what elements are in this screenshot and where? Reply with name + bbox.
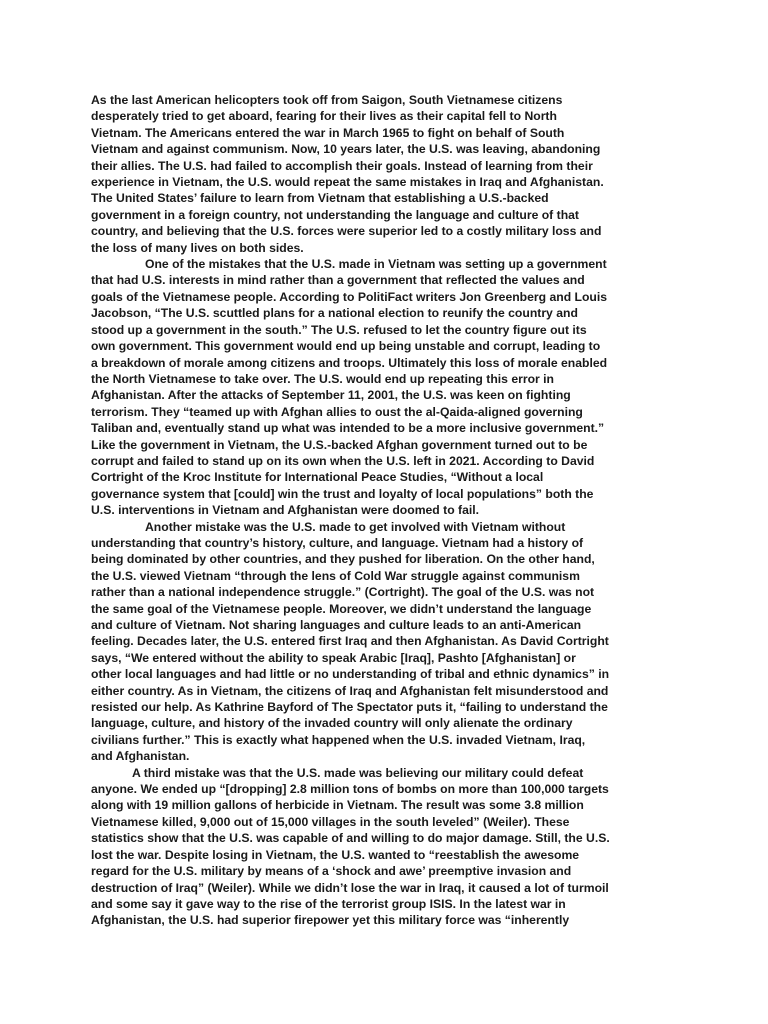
document-body <box>91 92 691 929</box>
paragraph-text: One of the mistakes that the U.S. made in Vietnam was setting up a government that had U.S. interests in mind rather than a government that reflected the values and goals of the Vietnamese people. According to PolitiFact writers Jon Greenberg and Louis Jacobson, “The U.S. scuttled plans for a national election to reunify the country and stood up a government in the south.” The U.S. refused to let the country figure out its own government. This government would end up being unstable and corrupt, leading to a breakdown of morale among citizens and troops. Ultimately this loss of morale enabled the North Vietnamese to take over. The U.S. would end up repeating this error in Afghanistan. After the attacks of September 11, 2001, the U.S. was keen on fighting terrorism. They “teamed up with Afghan allies to oust the al-Qaida-aligned governing Taliban and, eventually stand up what was intended to be a more inclusive government.” Like the government in Vietnam, the U.S.-backed Afghan government turned out to be corrupt and failed to stand up on its own when the U.S. left in 2021. According to David Cortright of the Kroc Institute for International Peace Studies, “Without a local governance system that [could] win the trust and loyalty of local populations” both the U.S. interventions in Vietnam and Afghanistan were doomed to fail. <box>91 257 608 518</box>
paragraph-government <box>91 256 691 519</box>
paragraph-text: A third mistake was that the U.S. made was believing our military could defeat anyone. We ended up “[dropping] 2.8 million tons of bombs on more than 100,000 targets along with 19 million gallons of herbicide in Vietnam. The result was some 3.8 million Vietnamese killed, 9,000 out of 15,000 villages in the south leveled” (Weiler). These statistics show that the U.S. was capable of and willing to do major damage. Still, the U.S. lost the war. Despite losing in Vietnam, the U.S. wanted to “reestablish the awesome regard for the U.S. military by means of a ‘shock and awe’ preemptive invasion and destruction of Iraq” (Weiler). While we didn’t lose the war in Iraq, it caused a lot of turmoil and some say it gave way to the rise of the terrorist group ISIS. In the latest war in Afghanistan, the U.S. had superior firepower yet this military force was “inherently <box>91 765 610 928</box>
paragraph-military <box>91 765 691 929</box>
paragraph-language-culture <box>91 519 691 765</box>
paragraph-text: Another mistake was the U.S. made to get involved with Vietnam without understanding that country’s history, culture, and language. Vietnam had a history of being dominated by other countries, and they pushed for liberation. On the other hand, the U.S. viewed Vietnam “through the lens of Cold War struggle against communism rather than a national independence struggle.” (Cortright). The goal of the U.S. was not the same goal of the Vietnamese people. Moreover, we didn’t understand the language and culture of Vietnam. Not sharing languages and culture leads to an anti-American feeling. Decades later, the U.S. entered first Iraq and then Afghanistan. As David Cortright says, “We entered without the ability to speak Arabic [Iraq], Pashto [Afghanistan] or other local languages and had little or no understanding of tribal and ethnic dynamics” in either country. As in Vietnam, the citizens of Iraq and Afghanistan felt misunderstood and resisted our help. As Kathrine Bayford of The Spectator puts it, “failing to understand the language, culture, and history of the invaded country will only alienate the ordinary civilians further.” This is exactly what happened when the U.S. invaded Vietnam, Iraq, and Afghanistan. <box>91 519 610 764</box>
paragraph-text: As the last American helicopters took off from Saigon, South Vietnamese citizens desperately tried to get aboard, fearing for their lives as their capital fell to North Vietnam. The Americans entered the war in March 1965 to fight on behalf of South Vietnam and against communism. Now, 10 years later, the U.S. was leaving, abandoning their allies. The U.S. had failed to accomplish their goals. Instead of learning from their experience in Vietnam, the U.S. would repeat the same mistakes in Iraq and Afghanistan. The United States’ failure to learn from Vietnam that establishing a U.S.-backed government in a foreign country, not understanding the language and culture of that country, and believing that the U.S. forces were superior led to a costly military loss and the loss of many lives on both sides. <box>91 93 604 255</box>
paragraph-intro <box>91 92 691 256</box>
